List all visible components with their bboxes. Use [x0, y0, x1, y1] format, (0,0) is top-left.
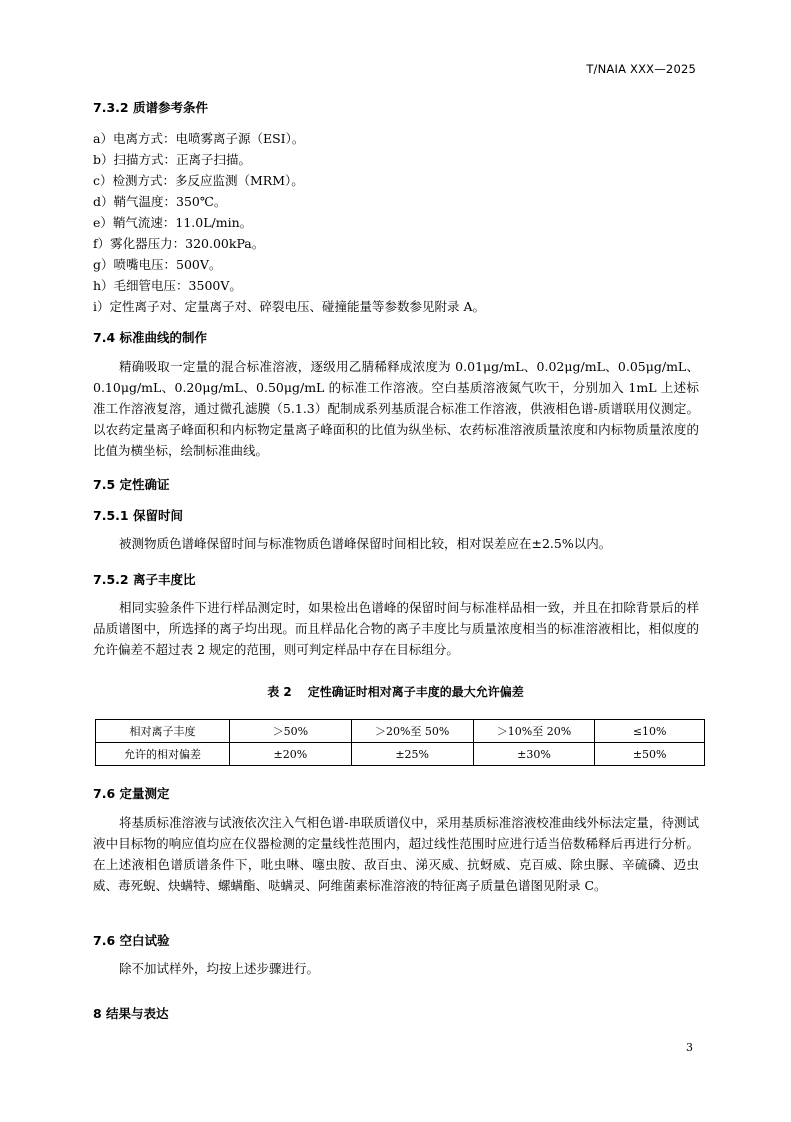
- table-title: 定性确证时相对离子丰度的最大允许偏差: [307, 685, 524, 699]
- heading-7-5-2: 7.5.2 离子丰度比: [93, 572, 196, 587]
- table-cell: ±25%: [351, 743, 473, 766]
- table-cell: 允许的相对偏差: [96, 743, 230, 766]
- heading-7-4: 7.4 标准曲线的制作: [93, 330, 207, 345]
- table-cell: 相对离子丰度: [96, 720, 230, 743]
- condition-item: f）雾化器压力：320.00kPa。: [93, 236, 265, 251]
- heading-7-5-1: 7.5.1 保留时间: [93, 508, 183, 523]
- table-cell: ＞20%至 50%: [351, 720, 473, 743]
- standard-code: T/NAIA XXX—2025: [586, 62, 696, 76]
- ion-ratio-table: [95, 719, 705, 766]
- heading-7-3-2: 7.3.2 质谱参考条件: [93, 100, 208, 115]
- table-caption: [0, 683, 791, 700]
- condition-item: h）毛细管电压：3500V。: [93, 278, 242, 293]
- paragraph-7-5-2: 相同实验条件下进行样品测定时，如果检出色谱峰的保留时间与标准样品相一致，并且在扣除背景后的样品质谱图中，所选择的离子均出现。而且样品化合物的离子丰度比与质量浓度相当的标准溶液相比，相似度的允许偏差不超过表 2 规定的范围，则可判定样品中存在目标组分。: [93, 600, 699, 657]
- paragraph-7-6-blank: 除不加试样外，均按上述步骤进行。: [119, 961, 320, 976]
- table-cell: ≤10%: [595, 720, 705, 743]
- table-cell: ±20%: [229, 743, 351, 766]
- condition-item: i）定性离子对、定量离子对、碎裂电压、碰撞能量等参数参见附录 A。: [93, 299, 485, 314]
- condition-item: c）检测方式：多反应监测（MRM）。: [93, 173, 304, 188]
- heading-8: 8 结果与表达: [93, 1006, 169, 1021]
- condition-item: g）喷嘴电压：500V。: [93, 257, 222, 272]
- page-number: 3: [686, 1041, 693, 1054]
- table-cell: ＞10%至 20%: [473, 720, 595, 743]
- paragraph-7-6-quantitative: 将基质标准溶液与试液依次注入气相色谱-串联质谱仪中，采用基质标准溶液校准曲线外标法定量，待测试液中目标物的响应值均应在仪器检测的定量线性范围内，超过线性范围时应进行适当倍数稀释后再进行分析。在上述液相色谱质谱条件下，吡虫啉、噻虫胺、敌百虫、涕灭威、抗蚜威、克百威、除虫脲、辛硫磷、辸虫威、毒死蜺、炔螨特、螺螨酯、哒螨灵、阿维菌素标准溶液的特征离子质量色谱图见附录 C。: [93, 815, 699, 893]
- table-cell: ±30%: [473, 743, 595, 766]
- table-cell: ＞50%: [229, 720, 351, 743]
- condition-item: d）鞘气温度：350℃。: [93, 194, 227, 209]
- table-row: [96, 743, 705, 766]
- table-label: 表 2: [267, 685, 292, 699]
- paragraph-7-5-1: 被测物质色谱峰保留时间与标准物质色谱峰保留时间相比较，相对误差应在±2.5%以内。: [119, 536, 612, 551]
- paragraph-7-4: 精确吸取一定量的混合标准溶液，逐级用乙腈稀释成浓度为 0.01μg/mL、0.02μg/mL、0.05μg/mL、0.10μg/mL、0.20μg/mL、0.50μg/mL 的标准工作溶液。空白基质溶液氮气吹干，分别加入 1mL 上述标准工作溶液复溶，通过微孔滤膜（5.1.3）配制成系列基质混合标准工作溶液，供液相色谱-质谱联用仪测定。以农药定量离子峰面积和内标物定量离子峰面积的比值为纵坐标、农药标准溶液质量浓度和内标物质量浓度的比值为横坐标，绘制标准曲线。: [93, 359, 699, 458]
- table-row: [96, 720, 705, 743]
- heading-7-5: 7.5 定性确证: [93, 477, 170, 492]
- condition-item: e）鞘气流速：11.0L/min。: [93, 215, 253, 230]
- table-cell: ±50%: [595, 743, 705, 766]
- condition-item: a）电离方式：电喷雾离子源（ESI）。: [93, 131, 305, 146]
- heading-7-6-blank: 7.6 空白试验: [93, 933, 170, 948]
- heading-7-6-quantitative: 7.6 定量测定: [93, 786, 170, 801]
- condition-item: b）扫描方式：正离子扫描。: [93, 152, 252, 167]
